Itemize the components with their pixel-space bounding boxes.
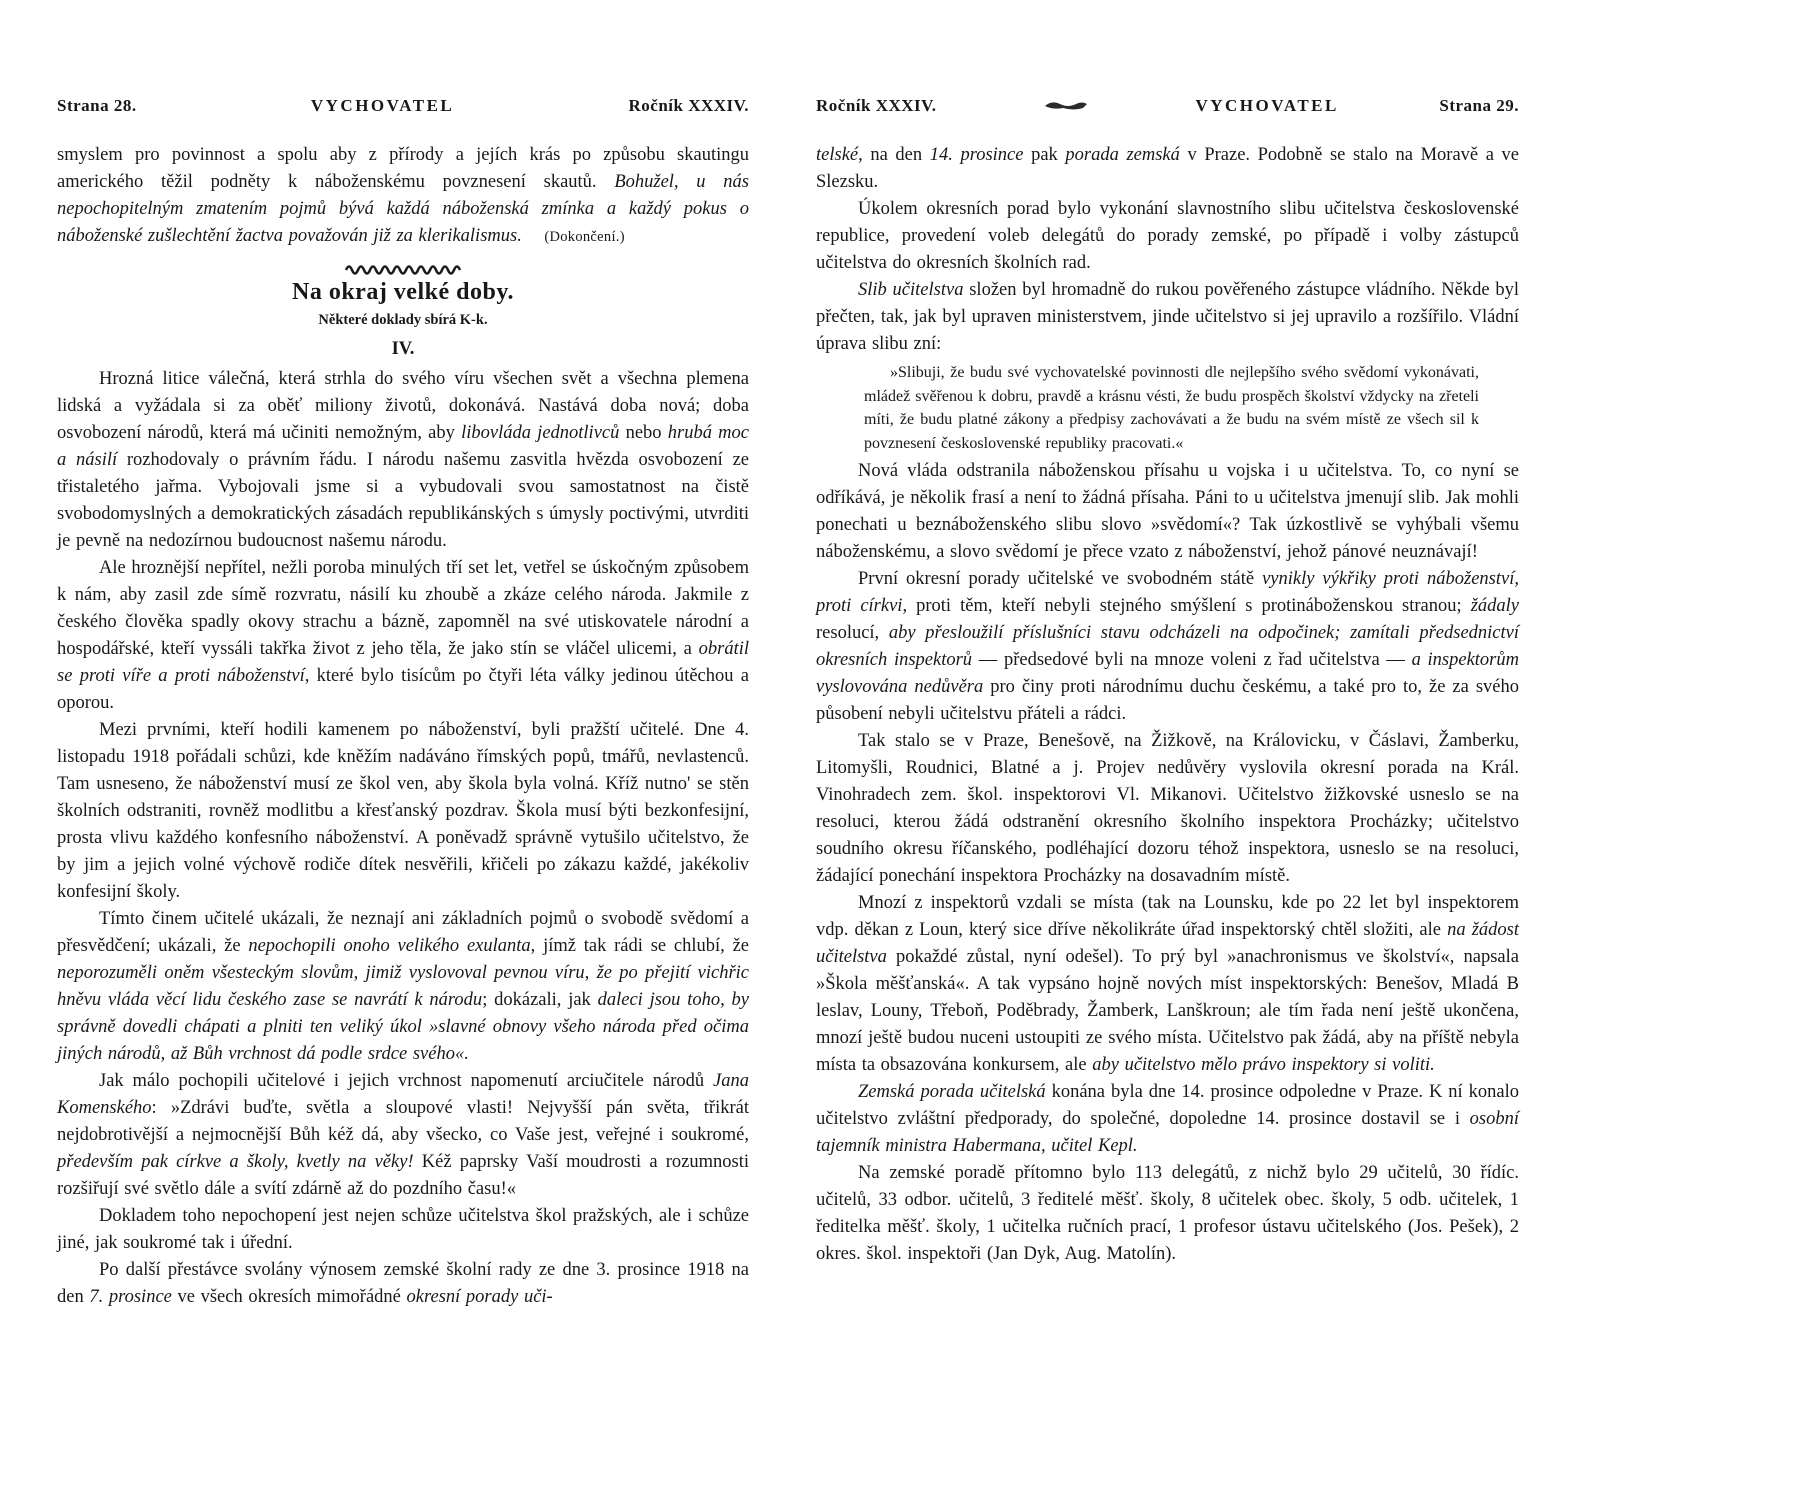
paragraph: Na zemské poradě přítomno bylo 113 delegátů, z nichž bylo 29 učitelů, 30 řídíc. učitelů, 33 odbor. učitelů, 3 ředitelé měšť. školy, 8 učitelek obec. školy, 5 odb. učitelek, 1 ředitelka měšť. školy, 1 učitelka ručních prací, 1 profesor ústavu učitelského (Jos. Pešek), 2 okres. škol. inspektoři (Jan Dyk, Aug. Matolín). xyxy=(816,1163,1519,1264)
paragraph: Dokladem toho nepochopení jest nejen schůze učitelstva škol pražských, ale i schůze jiné, jak soukromé tak i úřední. xyxy=(57,1206,749,1253)
page-number-right: Strana 29. xyxy=(1439,96,1519,115)
section-number: IV. xyxy=(391,339,415,359)
running-head-right xyxy=(816,96,1519,116)
paragraph: První okresní porady učitelské ve svobodném státě vynikly výkřiky proti náboženství, proti církvi, proti těm, kteří nebyli stejného smýšlení s protináboženskou stranou; žádaly resolucí, aby přesloužilí příslušníci stavu odcházeli na odpočinek; zamítali předsednictví okresních inspektorů — předsedové byli na mnoze voleni z řad učitelstva — a inspektorům vyslovována nedůvěra pro činy proti národnímu duchu českému, a také pro to, že za svého působení nebyli učitelstvu přáteli a rádci. xyxy=(816,569,1520,724)
paragraph: Jak málo pochopili učitelové i jejich vrchnost napomenutí arciučitele národů Jana Komenského: »Zdrávi buďte, světla a sloupové vlasti! Nejvyšší pán světa, třikrát nejdobrotivější a nejmocnější Bůh kéž dá, aby všecko, co Vaše jest, veřejné i soukromé, především pak církve a školy, kvetly na věky! Kéž paprsky Vaší moudrosti a rozumnosti rozšiřují své světlo dále a svítí zdárně až do pozdního času!« xyxy=(57,1071,749,1199)
oath-text: »Slibuji, že budu své vychovatelské povinnosti dle nejlepšího svého svědomí vykonávati, mládež svěřenou k dobru, pravdě a krásnu vésti, že budu prospěch školství vždycky na zřeteli míti, že budu platné zákony a předpisy zachovávati a že budu na svém místě ze všech sil k povznesení československé republiky pracovati.« xyxy=(864,364,1479,452)
page-right xyxy=(816,96,1519,1268)
journal-title-left: VYCHOVATEL xyxy=(310,96,455,115)
right-column xyxy=(816,142,1519,1268)
oath-blockquote xyxy=(864,361,1479,455)
article-subtitle: Některé doklady sbírá K-k. xyxy=(318,312,488,328)
paragraph: Tímto činem učitelé ukázali, že neznají ani základních pojmů o svobodě svědomí a přesvědčení; ukázali, že nepochopili onoho velikého exulanta, jímž tak rádi se chlubí, že neporozuměli oněm všesteckým slovům, jimiž vyslovoval pevnou víru, že po přejití vichřic hněvu vláda věcí lidu českého zase se navrátí k národu; dokázali, jak daleci jsou toho, by správně dovedli chápati a plniti ten veliký úkol »slavné obnovy všeho národa před očima jiných národů, až Bůh vrchnost dá podle srdce svého«. xyxy=(57,909,749,1064)
paragraph: Ale hroznější nepřítel, nežli poroba minulých tří set let, vetřel se úskočným způsobem k nám, aby zasil zde símě rozvratu, násilí ku zhoubě a zkáze celého národa. Jakmile z českého člověka spadly okovy strachu a bázně, zapomněl na své utiskovatele národní a hospodářské, kteří vyssáli takřka život z jeho těla, že jako stín se vláčel ulicemi, a obrátil se proti víře a proti náboženství, které bylo tisícům po čtyři léta války jedinou útěchou a oporou. xyxy=(57,558,749,713)
paragraph: Po další přestávce svolány výnosem zemské školní rady ze dne 3. prosince 1918 na den 7. prosince ve všech okresích mimořádné okresní porady uči- xyxy=(57,1260,749,1307)
journal-title-right: VYCHOVATEL xyxy=(1195,96,1339,115)
paragraph: Hrozná litice válečná, která strhla do svého víru všechen svět a všechna plemena lidská a vyžádala si za oběť miliony životů, dokonává. Nastává doba nová; doba osvobození národů, která má učiniti nemožným, aby libovláda jednotlivců nebo hrubá moc a násilí rozhodovaly o právním řádu. I národu našemu zasvitla hvězda osvobození ze třistaletého jařma. Vybojovali jsme si a vybudovali svou samostatnost na čistě svobodomyslných a demokratických zásadách republikánských s úmysly poctivými, utvrditi je pevně na nedozírnou budoucnost našemu národu. xyxy=(57,369,749,551)
volume-label-left: Ročník XXXIV. xyxy=(628,96,749,115)
paragraph: Slib učitelstva složen byl hromadně do rukou pověřeného zástupce vládního. Někde byl přečten, tak, jak byl upraven ministerstvem, jinde učitelstvo si jej upravilo a rozšířilo. Vládní úprava slibu zní: xyxy=(816,280,1519,354)
wavy-divider-icon xyxy=(344,261,462,275)
volume-label-right: Ročník XXXIV. xyxy=(816,96,937,115)
header-ornament-icon xyxy=(1043,96,1089,116)
paragraph: Úkolem okresních porad bylo vykonání slavnostního slibu učitelstva československé republice, provedení voleb delegátů do porady zemské, po případě i volby zástupců učitelstva do okresních školních rad. xyxy=(816,199,1519,273)
paragraph: telské, na den 14. prosince pak porada zemská v Praze. Podobně se stalo na Moravě a ve Slezsku. xyxy=(816,145,1519,192)
paragraph: Tak stalo se v Praze, Benešově, na Žižkově, na Královicku, v Čáslavi, Žamberku, Litomyšli, Roudnici, Blatné a j. Projev nedůvěry vyslovila okresní porada na Král. Vinohradech zem. škol. inspektorovi Vl. Mikanovi. Učitelstvo žižkovské usneslo se na resoluci, kterou žádá odstranění okresního školního inspektora Procházky; učitelstvo soudního okresu říčanského, podléhající dozoru téhož inspektora, usneslo se na resoluci, žádající ponechání inspektora Procházky na dosavadním místě. xyxy=(816,731,1519,886)
left-column xyxy=(57,142,749,1311)
paragraph: Nová vláda odstranila náboženskou přísahu u vojska i u učitelstva. To, co nyní se odříkává, je několik frasí a není to žádná přísaha. Páni to u učitelstva jmenují slib. Jak mohli ponechati u beznáboženského slibu slovo »svědomí«? Tak úzkostlivě se vyhýbali všemu náboženskému, a slovo svědomí je přece vzato z náboženství, jehož pánové neuznávají! xyxy=(816,461,1519,562)
page-number-left: Strana 28. xyxy=(57,96,137,115)
paragraph: Mezi prvními, kteří hodili kamenem po náboženství, byli pražští učitelé. Dne 4. listopadu 1918 pořádali schůzi, kde kněžím nadáváno římských popů, tmářů, nevlastenců. Tam usneseno, že náboženství musí ze škol ven, aby škola byla volná. Kříž nutno' se stěn školních odstraniti, rovněž modlitbu a křesťanský pozdrav. Škola musí býti bezkonfesijní, prosta vlivu každého konfesního náboženství. A poněvadž správně vytušilo učitelstvo, že by jim a jejich volné výchově rodiče dítek nesvěřili, křičeli po zákazu každé, jakékoliv konfesijní školy. xyxy=(57,720,749,902)
continuation-paragraph: smyslem pro povinnost a spolu aby z přírody a jejích krás po způsobu skautingu amerického těžil podněty k náboženskému povznesení skautů. Bohužel, u nás nepochopitelným zmatením pojmů bývá každá náboženská zmínka a každý pokus o náboženské zušlechtění žactva považován již za klerikalismus. (Dokončení.) xyxy=(57,145,749,246)
running-head-left xyxy=(57,96,749,116)
paragraph: Mnozí z inspektorů vzdali se místa (tak na Lounsku, kde po 22 let byl inspektorem vdp. děkan z Loun, který sice dříve několikráte úřad inspektorský chtěl složiti, ale na žádost učitelstva pokaždé zůstal, nyní odešel). To prý byl »anachronismus ve školství«, napsala »Škola měšťanská«. A tak vypsáno hojně nových míst inspektorských: Benešov, Mladá B leslav, Louny, Třeboň, Poděbrady, Žamberk, Lanškroun; ale tím řada není ještě ukončena, mnozí ještě budou nuceni ustoupiti ze svého místa. Učitelstvo pak žádá, aby na příště nebyla místa ta obsazována konkursem, ale aby učitelstvo mělo právo inspektory si voliti. xyxy=(816,893,1519,1075)
page-left xyxy=(57,96,749,1311)
section-divider xyxy=(57,261,749,275)
article-title: Na okraj velké doby. xyxy=(291,279,514,305)
paragraph: Zemská porada učitelská konána byla dne 14. prosince odpoledne v Praze. K ní konalo učitelstvo zvláštní předporady, do společné, dopoledne 14. prosince dostavil se i osobní tajemník ministra Habermana, učitel Kepl. xyxy=(816,1082,1519,1156)
